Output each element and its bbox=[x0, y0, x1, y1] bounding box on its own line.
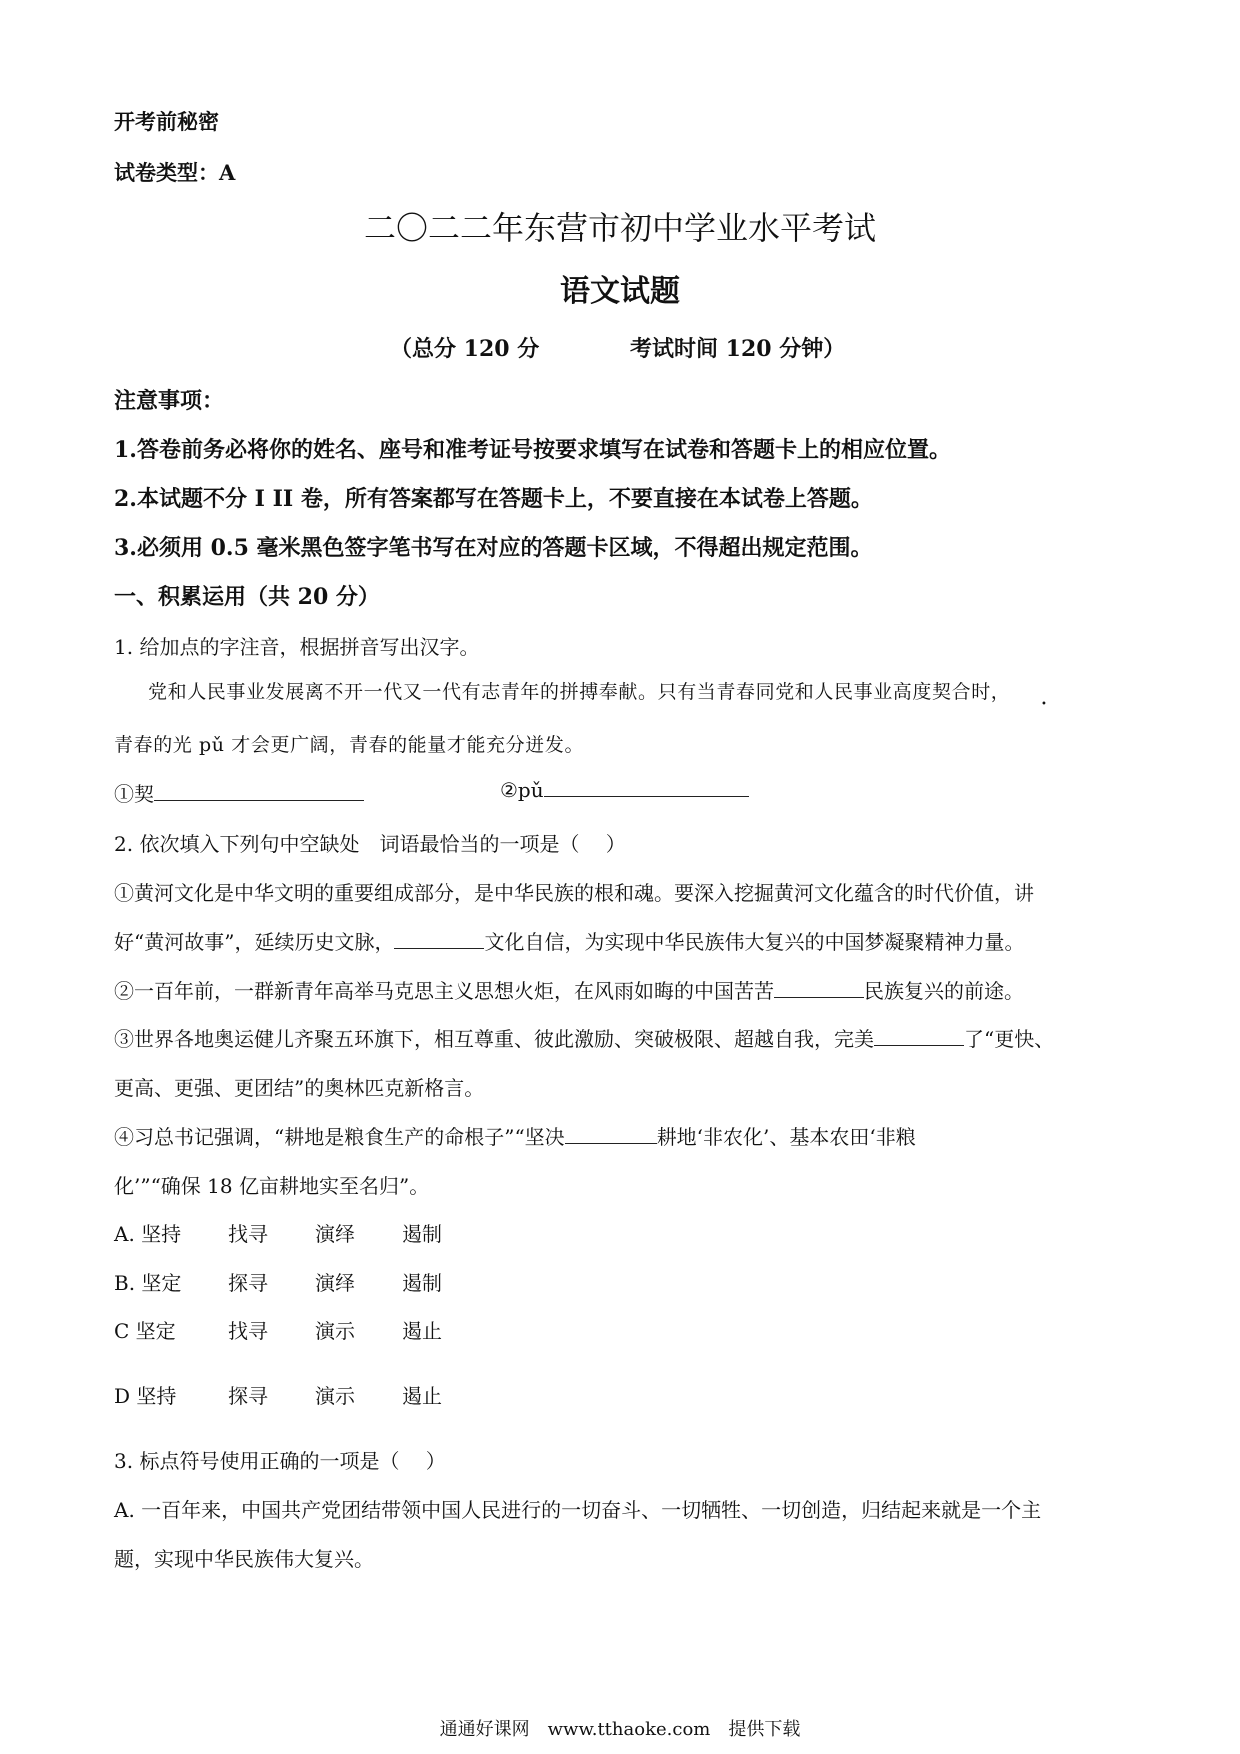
q2-option-a bbox=[114, 1218, 442, 1247]
paper-type: 试卷类型：A bbox=[114, 160, 236, 185]
notice-item-3: 3.必须用 0.5 毫米黑色签字笔书写在对应的答题卡区域，不得超出规定范围。 bbox=[114, 535, 873, 561]
notice-heading: 注意事项： bbox=[114, 388, 225, 414]
q2-option-b bbox=[114, 1267, 442, 1296]
sentence-text: ②一百年前，一群新青年高举马克思主义思想火炬，在风雨如晦的中国苦苦 bbox=[114, 979, 774, 1003]
option-word: 演示 bbox=[315, 1319, 355, 1343]
fill-blank bbox=[874, 1044, 964, 1046]
q1-passage-line-1: 党和人民事业发展离不开一代又一代有志青年的拼搏奉献。只有当青春同党和人民事业高度契合时， bbox=[148, 681, 1011, 703]
exam-time: 考试时间 120 分钟） bbox=[630, 336, 846, 362]
sentence-text: ③世界各地奥运健儿齐聚五环旗下，相互尊重、彼此激励、突破极限、超越自我，完美 bbox=[114, 1027, 874, 1051]
fill-blank bbox=[774, 996, 864, 998]
option-word: 演绎 bbox=[315, 1222, 355, 1246]
q2-option-d bbox=[114, 1380, 442, 1409]
sentence-text: 了“更快、 bbox=[964, 1027, 1055, 1051]
q1-stem: 1. 给加点的字注音，根据拼音写出汉字。 bbox=[114, 635, 480, 659]
option-letter: A. 坚持 bbox=[114, 1222, 182, 1246]
notice-item-2: 2.本试题不分 I II 卷，所有答案都写在答题卡上，不要直接在本试卷上答题。 bbox=[114, 486, 873, 512]
option-word: 遏制 bbox=[402, 1271, 442, 1295]
q2-option-c bbox=[114, 1315, 442, 1344]
total-score: （总分 120 分 bbox=[390, 336, 540, 362]
fill-blank bbox=[394, 947, 484, 949]
q2-sentence-3-line-2: 更高、更强、更团结”的奥林匹克新格言。 bbox=[114, 1076, 485, 1100]
sentence-text: ④习总书记强调，“耕地是粮食生产的命根子”“坚决 bbox=[114, 1125, 565, 1149]
option-word: 探寻 bbox=[228, 1271, 268, 1295]
option-letter: D 坚持 bbox=[114, 1384, 177, 1408]
q3-stem: 3. 标点符号使用正确的一项是（ ） bbox=[114, 1449, 446, 1473]
sentence-text: 民族复兴的前途。 bbox=[864, 979, 1024, 1003]
q3-option-a-line-2: 题，实现中华民族伟大复兴。 bbox=[114, 1547, 374, 1571]
option-word: 遏止 bbox=[402, 1319, 442, 1343]
q2-sentence-2 bbox=[114, 975, 1024, 1004]
option-letter: B. 坚定 bbox=[114, 1271, 182, 1295]
sentence-text: 好“黄河故事”，延续历史文脉， bbox=[114, 930, 395, 954]
option-word: 遏止 bbox=[402, 1384, 442, 1408]
section-heading: 一、积累运用（共 20 分） bbox=[114, 584, 380, 610]
option-letter: C 坚定 bbox=[114, 1319, 176, 1343]
option-word: 遏制 bbox=[402, 1222, 442, 1246]
q1-passage-line-2: 青春的光 pǔ 才会更广阔，青春的能量才能充分迸发。 bbox=[114, 734, 585, 756]
option-word: 找寻 bbox=[228, 1319, 268, 1343]
notice-item-1: 1.答卷前务必将你的姓名、座号和准考证号按要求填写在试卷和答题卡上的相应位置。 bbox=[114, 437, 951, 463]
blank-1-label: ①契 bbox=[114, 782, 154, 806]
q2-sentence-1-line-1: ①黄河文化是中华文明的重要组成部分，是中华民族的根和魂。要深入挖掘黄河文化蕴含的时代价值，讲 bbox=[114, 881, 1034, 905]
emphasis-dot: • bbox=[1041, 699, 1047, 710]
blank-1-line bbox=[154, 799, 364, 801]
option-word: 找寻 bbox=[228, 1222, 268, 1246]
q2-sentence-4-line-1 bbox=[114, 1121, 916, 1150]
q1-blank-1 bbox=[114, 778, 364, 807]
q2-sentence-4-line-2: 化’”“确保 18 亿亩耕地实至名归”。 bbox=[114, 1174, 430, 1198]
sentence-text: 文化自信，为实现中华民族伟大复兴的中国梦凝聚精神力量。 bbox=[484, 930, 1025, 954]
q2-sentence-3-line-1 bbox=[114, 1023, 1054, 1052]
blank-2-line bbox=[544, 795, 749, 797]
q1-blank-2 bbox=[500, 778, 749, 802]
exam-subtitle: 语文试题 bbox=[560, 274, 680, 309]
sentence-text: 耕地‘非农化’、基本农田‘非粮 bbox=[656, 1125, 916, 1149]
q2-stem: 2. 依次填入下列句中空缺处 词语最恰当的一项是（ ） bbox=[114, 832, 626, 856]
option-word: 演绎 bbox=[315, 1271, 355, 1295]
blank-2-label: ②pǔ bbox=[500, 778, 544, 802]
exam-title: 二〇二二年东营市初中学业水平考试 bbox=[363, 209, 876, 247]
confidential-label: 开考前秘密 bbox=[114, 109, 219, 134]
fill-blank bbox=[565, 1142, 657, 1144]
option-word: 探寻 bbox=[228, 1384, 268, 1408]
q3-option-a-line-1: A. 一百年来，中国共产党团结带领中国人民进行的一切奋斗、一切牺牲、一切创造，归结起来就是一个主 bbox=[114, 1498, 1042, 1522]
q2-sentence-1-line-2 bbox=[114, 926, 1024, 955]
option-word: 演示 bbox=[315, 1384, 355, 1408]
footer-watermark: 通通好课网 www.tthaoke.com 提供下载 bbox=[439, 1719, 801, 1740]
